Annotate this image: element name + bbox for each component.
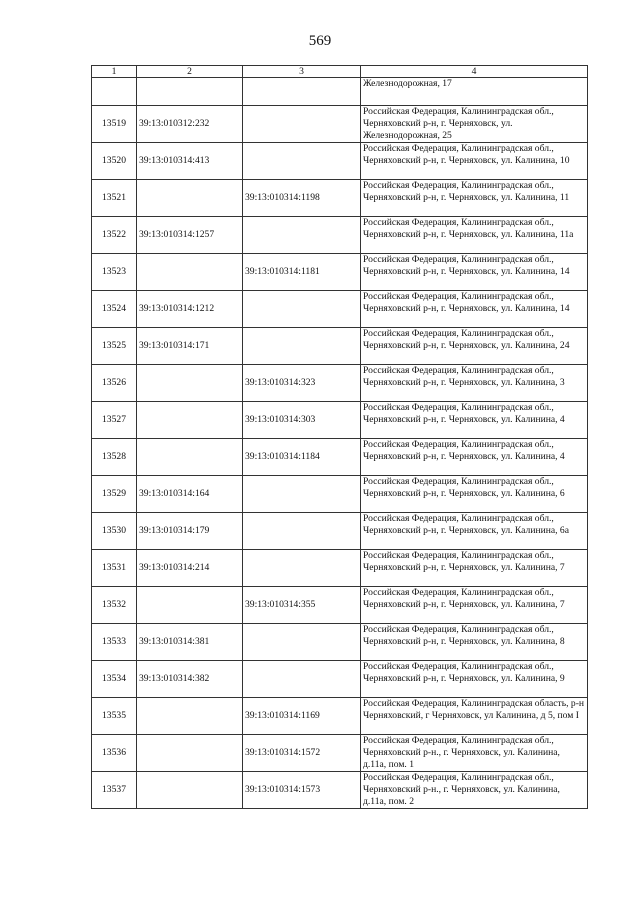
table-row xyxy=(92,402,588,439)
cell-cadastral-number: 39:13:010314:381 xyxy=(137,624,243,661)
cell-address: Российская Федерация, Калининградская обл., Черняховский р-н, г. Черняховск, ул. Калинина, 6а xyxy=(361,513,588,550)
cell-cadastral-number: 39:13:010312:232 xyxy=(137,106,243,143)
cell-premises-cadastral-number xyxy=(243,78,361,106)
cell-number: 13526 xyxy=(92,365,137,402)
cell-cadastral-number: 39:13:010314:413 xyxy=(137,143,243,180)
cell-premises-cadastral-number xyxy=(243,513,361,550)
cell-cadastral-number xyxy=(137,365,243,402)
cell-address: Российская Федерация, Калининградская обл., Черняховский р-н, г. Черняховск, ул. Железнодорожная, 25 xyxy=(361,106,588,143)
cell-premises-cadastral-number xyxy=(243,291,361,328)
cell-number: 13534 xyxy=(92,661,137,698)
cell-number: 13530 xyxy=(92,513,137,550)
cell-cadastral-number xyxy=(137,254,243,291)
cell-number: 13532 xyxy=(92,587,137,624)
table-row xyxy=(92,439,588,476)
cell-premises-cadastral-number xyxy=(243,143,361,180)
cell-premises-cadastral-number: 39:13:010314:355 xyxy=(243,587,361,624)
cell-address: Российская Федерация, Калининградская обл., Черняховский р-н, г. Черняховск, ул. Калинина, 11а xyxy=(361,217,588,254)
page-number: 569 xyxy=(308,33,332,49)
cell-number: 13537 xyxy=(92,772,137,809)
table-row xyxy=(92,513,588,550)
cell-premises-cadastral-number: 39:13:010314:1184 xyxy=(243,439,361,476)
cell-number: 13536 xyxy=(92,735,137,772)
column-header-4: 4 xyxy=(361,66,588,78)
cell-number: 13525 xyxy=(92,328,137,365)
cell-address: Российская Федерация, Калининградская обл., Черняховский р-н, г. Черняховск, ул. Калинина, 10 xyxy=(361,143,588,180)
cell-number: 13533 xyxy=(92,624,137,661)
cell-number xyxy=(92,78,137,106)
cell-cadastral-number: 39:13:010314:214 xyxy=(137,550,243,587)
cell-address: Российская Федерация, Калининградская обл., Черняховский р-н, г. Черняховск, ул. Калинина, 11 xyxy=(361,180,588,217)
cell-number: 13528 xyxy=(92,439,137,476)
table-row xyxy=(92,587,588,624)
cell-address: Российская Федерация, Калининградская обл., Черняховский р-н, г. Черняховск, ул. Калинина, 14 xyxy=(361,254,588,291)
table-row xyxy=(92,772,588,809)
table-header-row xyxy=(92,66,588,78)
cell-cadastral-number xyxy=(137,772,243,809)
cell-address: Российская Федерация, Калининградская обл., Черняховский р-н, г. Черняховск, ул. Калинина, 4 xyxy=(361,439,588,476)
cell-cadastral-number xyxy=(137,735,243,772)
cell-number: 13521 xyxy=(92,180,137,217)
cell-premises-cadastral-number: 39:13:010314:323 xyxy=(243,365,361,402)
table-row xyxy=(92,698,588,735)
cell-cadastral-number xyxy=(137,439,243,476)
cell-number: 13519 xyxy=(92,106,137,143)
cell-cadastral-number: 39:13:010314:1257 xyxy=(137,217,243,254)
cell-cadastral-number: 39:13:010314:382 xyxy=(137,661,243,698)
table-row xyxy=(92,180,588,217)
cell-premises-cadastral-number xyxy=(243,476,361,513)
cell-premises-cadastral-number: 39:13:010314:1572 xyxy=(243,735,361,772)
table-row xyxy=(92,476,588,513)
cell-number: 13523 xyxy=(92,254,137,291)
cell-cadastral-number: 39:13:010314:179 xyxy=(137,513,243,550)
cell-address: Российская Федерация, Калининградская обл., Черняховский р-н, г. Черняховск, ул. Калинина, 14 xyxy=(361,291,588,328)
cell-premises-cadastral-number xyxy=(243,328,361,365)
table-row xyxy=(92,106,588,143)
cell-address: Российская Федерация, Калининградская обл., Черняховский р-н, г. Черняховск, ул. Калинина, 7 xyxy=(361,550,588,587)
cell-cadastral-number: 39:13:010314:171 xyxy=(137,328,243,365)
table-row xyxy=(92,143,588,180)
column-header-1: 1 xyxy=(92,66,137,78)
cell-number: 13527 xyxy=(92,402,137,439)
column-header-3: 3 xyxy=(243,66,361,78)
cell-address: Железнодорожная, 17 xyxy=(361,78,588,106)
cell-premises-cadastral-number: 39:13:010314:303 xyxy=(243,402,361,439)
cell-address: Российская Федерация, Калининградская обл., Черняховский р-н., г. Черняховск, ул. Калинина, д.11а, пом. 1 xyxy=(361,735,588,772)
cell-cadastral-number: 39:13:010314:1212 xyxy=(137,291,243,328)
cell-premises-cadastral-number: 39:13:010314:1198 xyxy=(243,180,361,217)
cell-premises-cadastral-number xyxy=(243,217,361,254)
table-row xyxy=(92,550,588,587)
table-row xyxy=(92,365,588,402)
cell-address: Российская Федерация, Калининградская обл., Черняховский р-н, г. Черняховск, ул. Калинина, 9 xyxy=(361,661,588,698)
table-row xyxy=(92,254,588,291)
cell-address: Российская Федерация, Калининградская обл., Черняховский р-н., г. Черняховск, ул. Калинина, д.11а, пом. 2 xyxy=(361,772,588,809)
register-table xyxy=(91,65,588,809)
cell-address: Российская Федерация, Калининградская обл., Черняховский р-н, г. Черняховск, ул. Калинина, 3 xyxy=(361,365,588,402)
cell-cadastral-number xyxy=(137,402,243,439)
table-row xyxy=(92,661,588,698)
table-row xyxy=(92,624,588,661)
cell-cadastral-number: 39:13:010314:164 xyxy=(137,476,243,513)
table-row xyxy=(92,217,588,254)
cell-address: Российская Федерация, Калининградская обл., Черняховский р-н, г. Черняховск, ул. Калинина, 4 xyxy=(361,402,588,439)
cell-cadastral-number xyxy=(137,180,243,217)
cell-cadastral-number xyxy=(137,78,243,106)
continuation-row xyxy=(92,78,588,106)
cell-premises-cadastral-number xyxy=(243,624,361,661)
cell-number: 13522 xyxy=(92,217,137,254)
cell-address: Российская Федерация, Калининградская обл., Черняховский р-н, г. Черняховск, ул. Калинина, 8 xyxy=(361,624,588,661)
cell-premises-cadastral-number: 39:13:010314:1573 xyxy=(243,772,361,809)
cell-premises-cadastral-number xyxy=(243,550,361,587)
column-header-2: 2 xyxy=(137,66,243,78)
table-row xyxy=(92,291,588,328)
cell-number: 13531 xyxy=(92,550,137,587)
table-row xyxy=(92,735,588,772)
table-row xyxy=(92,328,588,365)
cell-number: 13529 xyxy=(92,476,137,513)
cell-address: Российская Федерация, Калининградская обл., Черняховский р-н, г. Черняховск, ул. Калинина, 24 xyxy=(361,328,588,365)
cell-address: Российская Федерация, Калининградская обл., Черняховский р-н, г. Черняховск, ул. Калинина, 7 xyxy=(361,587,588,624)
cell-number: 13520 xyxy=(92,143,137,180)
cell-premises-cadastral-number xyxy=(243,106,361,143)
cell-address: Российская Федерация, Калининградская область, р-н Черняховский, г Черняховск, ул Калинина, д 5, пом I xyxy=(361,698,588,735)
cell-premises-cadastral-number xyxy=(243,661,361,698)
cell-number: 13524 xyxy=(92,291,137,328)
cell-premises-cadastral-number: 39:13:010314:1181 xyxy=(243,254,361,291)
cell-number: 13535 xyxy=(92,698,137,735)
register-table-body xyxy=(92,66,588,809)
cell-premises-cadastral-number: 39:13:010314:1169 xyxy=(243,698,361,735)
cell-cadastral-number xyxy=(137,698,243,735)
cell-cadastral-number xyxy=(137,587,243,624)
cell-address: Российская Федерация, Калининградская обл., Черняховский р-н, г. Черняховск, ул. Калинина, 6 xyxy=(361,476,588,513)
